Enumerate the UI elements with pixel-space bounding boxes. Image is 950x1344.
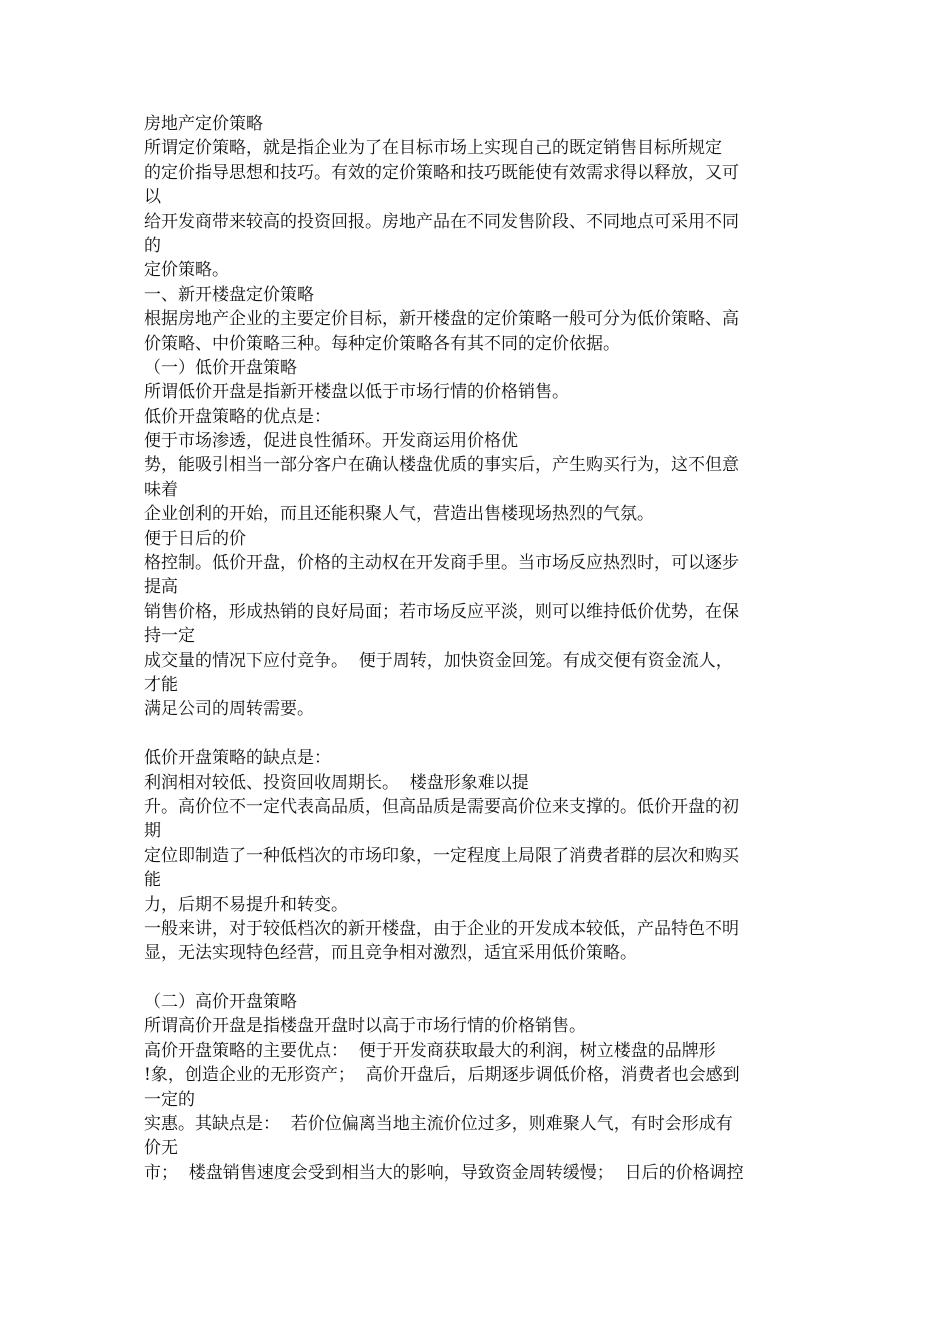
text-line: 才能 [144,674,178,695]
text-line: 便于日后的价 [144,528,246,549]
text-line: 所谓高价开盘是指楼盘开盘时以高于市场行情的价格销售。 [144,1016,586,1037]
text-line: 的定价指导思想和技巧。有效的定价策略和技巧既能使有效需求得以释放，又可 [144,162,739,183]
text-line: 格控制。低价开盘，价格的主动权在开发商手里。当市场反应热烈时，可以逐步 [144,553,739,574]
text-line: 高价开盘策略的主要优点： 便于开发商获取最大的利润，树立楼盘的品牌形 [144,1040,716,1061]
text-line: 定位即制造了一种低档次的市场印象，一定程度上局限了消费者群的层次和购买 [144,845,739,866]
text-line: 期 [144,821,161,842]
text-line: 势，能吸引相当一部分客户在确认楼盘优质的事实后，产生购买行为，这不但意 [144,455,739,476]
text-line: 价无 [144,1138,178,1159]
text-line: 便于市场渗透，促进良性循环。开发商运用价格优 [144,431,518,452]
text-line: 所谓定价策略，就是指企业为了在目标市场上实现自己的既定销售目标所规定 [144,138,722,159]
blank-line [144,966,816,990]
text-line: 市； 楼盘销售速度会受到相当大的影响，导致资金周转缓慢； 日后的价格调控 [144,1162,744,1183]
subsection-heading: （二）高价开盘策略 [144,992,297,1013]
document-title: 房地产定价策略 [144,114,263,134]
text-line: 销售价格，形成热销的良好局面；若市场反应平淡，则可以维持低价优势，在保 [144,601,739,622]
text-line: 一定的 [144,1089,195,1110]
text-line: 持一定 [144,626,195,647]
text-line: 价策略、中价策略三种。每种定价策略各有其不同的定价依据。 [144,333,620,354]
text-line: 低价开盘策略的优点是： [144,406,331,427]
text-line: 成交量的情况下应付竞争。 便于周转，加快资金回笼。有成交便有资金流人， [144,650,733,671]
text-line: 企业创利的开始，而且还能积聚人气，营造出售楼现场热烈的气氛。 [144,504,654,525]
text-line: 提高 [144,577,178,598]
text-line: 定价策略。 [144,260,229,281]
text-line: 给开发商带来较高的投资回报。房地产品在不同发售阶段、不同地点可采用不同 [144,211,739,232]
blank-line [144,722,816,746]
text-line: 显，无法实现特色经营，而且竞争相对激烈，适宜采用低价策略。 [144,943,637,964]
text-line: 一般来讲，对于较低档次的新开楼盘，由于企业的开发成本较低，产品特色不明 [144,918,739,939]
text-line: 所谓低价开盘是指新开楼盘以低于市场行情的价格销售。 [144,382,569,403]
text-line: 能 [144,870,161,891]
text-line: 的 [144,235,161,256]
text-line: 利润相对较低、投资回收周期长。 楼盘形象难以提 [144,772,529,793]
text-line: 实惠。其缺点是： 若价位偏离当地主流价位过多，则难聚人气，有时会形成有 [144,1114,733,1135]
text-line: 根据房地产企业的主要定价目标，新开楼盘的定价策略一般可分为低价策略、高 [144,309,739,330]
text-line: 以 [144,187,161,208]
text-line: 升。高价位不一定代表高品质，但高品质是需要高价位来支撑的。低价开盘的初 [144,796,739,817]
text-line: 低价开盘策略的缺点是： [144,748,331,769]
text-line: 味着 [144,479,178,500]
text-line: 力，后期不易提升和转变。 [144,894,348,915]
subsection-heading: （一）低价开盘策略 [144,357,297,378]
text-line: 满足公司的周转需要。 [144,699,314,720]
document-body [144,112,816,1185]
section-heading: 一、新开楼盘定价策略 [144,284,314,305]
text-line: !象，创造企业的无形资产； 高价开盘后，后期逐步调低价格，消费者也会感到 [144,1065,740,1086]
